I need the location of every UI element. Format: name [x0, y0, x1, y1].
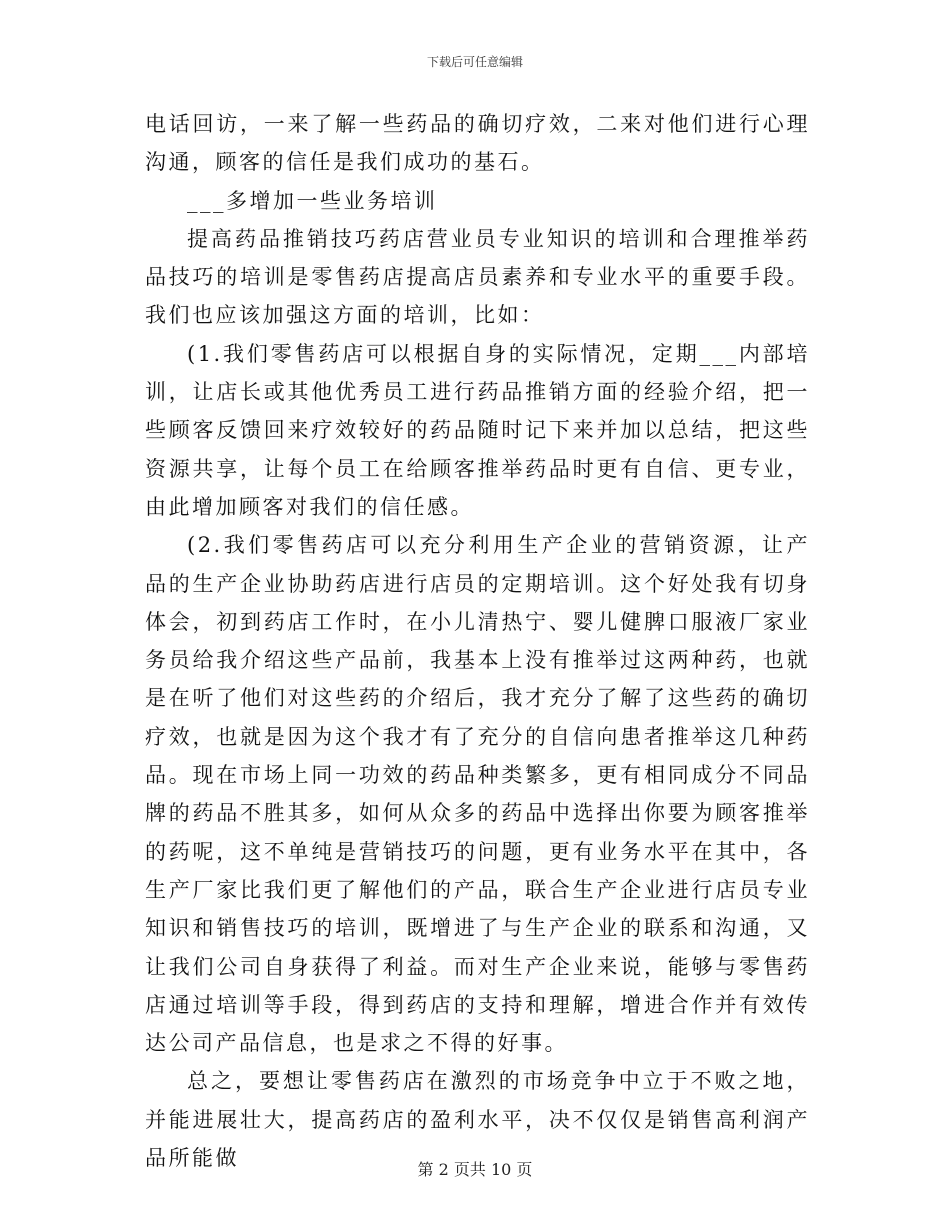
paragraph-continuation: 电话回访，一来了解一些药品的确切疗效，二来对他们进行心理沟通，顾客的信任是我们成功的基石。 [145, 112, 810, 175]
section-heading: ___多增加一些业务培训 [187, 188, 438, 213]
page-number: 第 2 页共 10 页 [417, 1160, 533, 1179]
page-header: 下载后可任意编辑 [426, 55, 523, 69]
paragraph-conclusion: 总之，要想让零售药店在激烈的市场竞争中立于不败之地，并能进展壮大，提高药店的盈利水平，决不仅仅是销售高利润产品所能做 [145, 1069, 810, 1171]
paragraph-item-1: (1.我们零售药店可以根据自身的实际情况，定期___内部培训，让店长或其他优秀员工进行药品推销方面的经验介绍，把一些顾客反馈回来疗效较好的药品随时记下来并加以总结，把这些资源共享，让每个员工在给顾客推举药品时更有自信、更专业，由此增加顾客对我们的信任感。 [145, 341, 810, 519]
paragraph-training-intro: 提高药品推销技巧药店营业员专业知识的培训和合理推举药品技巧的培训是零售药店提高店员素养和专业水平的重要手段。我们也应该加强这方面的培训，比如： [145, 226, 810, 328]
document-body [145, 105, 810, 1177]
paragraph-item-2: (2.我们零售药店可以充分利用生产企业的营销资源，让产品的生产企业协助药店进行店员的定期培训。这个好处我有切身体会，初到药店工作时，在小儿清热宁、婴儿健脾口服液厂家业务员给我介绍这些产品前，我基本上没有推举过这两种药，也就是在听了他们对这些药的介绍后，我才充分了解了这些药的确切疗效，也就是因为这个我才有了充分的自信向患者推举这几种药品。现在市场上同一功效的药品种类繁多，更有相同成分不同品牌的药品不胜其多，如何从众多的药品中选择出你要为顾客推举的药呢，这不单纯是营销技巧的问题，更有业务水平在其中，各生产厂家比我们更了解他们的产品，联合生产企业进行店员专业知识和销售技巧的培训，既增进了与生产企业的联系和沟通，又让我们公司自身获得了利益。而对生产企业来说，能够与零售药店通过培训等手段，得到药店的支持和理解，增进合作并有效传达公司产品信息，也是求之不得的好事。 [145, 533, 810, 1056]
